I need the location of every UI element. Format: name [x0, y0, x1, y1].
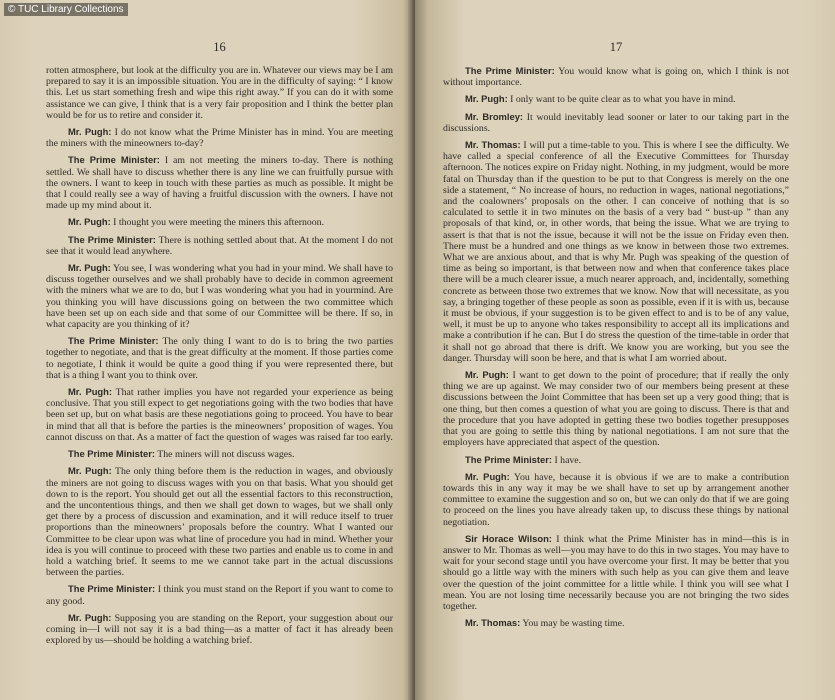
speaker-name: Mr. Pugh:: [68, 262, 111, 274]
right-page-body: [443, 65, 789, 629]
speaker-name: The Prime Minister:: [68, 448, 155, 460]
left-page-body: [46, 65, 393, 646]
paragraph: [46, 448, 393, 460]
paragraph: [443, 65, 789, 88]
paragraph-text: I think what the Prime Minister has in mind—this is in answer to Mr. Thomas as well—you may have to do this in two stages. You may have to wait for your second stage until you have overcome your first. It may be better that you should go a little way with the miners with such help as you can give them and leave over the question of the joint committee for a little while. I think you will see what I mean. You are not losing time necessarily because you are not bringing the two sides together.: [443, 533, 789, 612]
paragraph-text: rotten atmosphere, but look at the difficulty you are in. Whatever our views may be I am prepared to say it is an impossible situation. You are in the difficulty of saying: “ I know this. Let us start something fresh and wipe this right away.” If you can do it with some assistance we can give, I think that is a very fair proposition and I think the better plan would be for us to retire and consider it.: [46, 65, 393, 121]
paragraph: [443, 454, 789, 466]
speaker-name: Mr. Pugh:: [465, 470, 510, 482]
paragraph-text: I want to get down to the point of procedure; that if really the only thing we are up against. We may consider two of our members being present at these discussions between the Joint Committee that has been set up a very good thing; that is one thing, but then comes a question of what you are going to discuss. There is that and the procedure that you have adopted in getting these two bodies together presupposes that you are going to settle this thing by national negotiations. I am not sure that the employers have appreciated that aspect of the question.: [443, 370, 789, 449]
paragraph-text: You would know what is going on, which I think is not without importance.: [443, 66, 790, 89]
paragraph-text: Supposing you are standing on the Report, your suggestion about our coming in—I will not say it is a bad thing—as a matter of fact it has already been explored by us—should be holding a watching brief.: [46, 612, 393, 647]
paragraph: [443, 617, 789, 629]
right-page: [415, 0, 835, 700]
left-page: [0, 0, 415, 700]
speaker-name: The Prime Minister:: [465, 453, 552, 465]
paragraph: [46, 612, 393, 647]
speaker-name: The Prime Minister:: [68, 583, 156, 595]
right-page-number: 17: [609, 40, 623, 54]
paragraph-text: I have.: [554, 454, 582, 466]
paragraph: [46, 65, 393, 121]
paragraph-text: I only want to be quite clear as to what you have in mind.: [510, 94, 736, 106]
paragraph-text: The only thing I want to do is to bring the two parties together to negotiate, and that is the great difficulty at the moment. If those parties come to negotiate, I think it would be quite a good thing if you were represented there, but that is a thing I want you to think over.: [46, 336, 394, 381]
paragraph: [443, 111, 789, 134]
speaker-name: The Prime Minister:: [68, 335, 159, 347]
paragraph-text: I thought you were meeting the miners this afternoon.: [113, 217, 325, 229]
speaker-name: Mr. Pugh:: [68, 126, 112, 138]
paragraph-text: You may be wasting time.: [522, 618, 625, 630]
paragraph-text: It would inevitably lead sooner or later to our taking part in the discussions.: [443, 111, 789, 134]
speaker-name: The Prime Minister:: [68, 233, 156, 245]
left-page-number: 16: [213, 40, 226, 54]
paragraph: [46, 216, 393, 228]
paragraph-text: I am not meeting the miners to-day. There is nothing settled. We shall have to discuss whether there is any line we can fruitfully pursue with the owners. I want to keep in touch with these parties as much as possible. It might be that I could really see a way of having a fruitful discussion with the owners. I have not made up my mind about it.: [46, 155, 394, 212]
speaker-name: Mr. Thomas:: [465, 617, 521, 629]
paragraph-text: I will put a time-table to you. This is where I see the difficulty. We have called a special conference of all the Executive Committees for Thursday afternoon. The notices expire on Friday night. Nothing, in my judgment, would be more fatal on Thursday than if the question to be put to that Congress is merely on the one side a statement, “ No increase of hours, no reduction in wages, national negotiations,” and the coalowners’ proposals on the other. I can conceive of nothing that is so calculated to settle it in two minutes on the basis of a very bad “ bust-up ” than any proposals of that kind, or, in other words, that being the issue. What we are trying to assert is that that is not the issue, because it will not be the issue on Friday even then. There must be a hundred and one things as we know in between those two extremes. What we are anxious about, and that is why Mr. Pugh was speaking of the question of time as being so important, is that between now and when that conference takes place there will be a much clearer issue, a much nearer approach, and, incidentally, something concrete as between those two extremes that we know. Now that will necessitate, as you say, a bringing together of these people as soon as possible, even if it is with us, because it must be obvious, if your suggestion is to be given effect to and is to be of any value, well, it must be up to anyone who takes responsibility to accept all its implications and make a contribution if he can. But I do stress the question of the time-table in order that it shall not go abroad that there is drift. We know you are working, but you see the danger. Thursday will soon be here, and that is what I am worried about.: [443, 140, 789, 364]
paragraph: [46, 465, 393, 578]
paragraph-text: You have, because it is obvious if we are to make a contribution towards this in any way it may be we shall have to set up by arrangement another committee to examine the suggestion and so on, but we can only do that if we are going to proceed on the lines you have already taken up, to discuss these things by national negotiation.: [443, 471, 789, 528]
speaker-name: Mr. Pugh:: [68, 216, 111, 228]
speaker-name: Mr. Pugh:: [68, 611, 112, 623]
paragraph-text: I do not know what the Prime Minister has in mind. You are meeting the miners with the mineowners to-day?: [46, 127, 393, 150]
paragraph: [46, 583, 393, 606]
paragraph: [443, 533, 789, 612]
watermark-label: © TUC Library Collections: [4, 3, 128, 16]
speaker-name: Sir Horace Wilson:: [465, 532, 552, 544]
paragraph: [46, 154, 393, 211]
paragraph-text: The miners will not discuss wages.: [157, 449, 295, 461]
paragraph: [46, 126, 393, 149]
paragraph: [443, 369, 789, 448]
paragraph: [46, 386, 393, 443]
paragraph: [46, 234, 393, 257]
paragraph-text: There is nothing settled about that. At the moment I do not see that it would lead anywhere.: [46, 234, 394, 257]
speaker-name: The Prime Minister:: [465, 65, 555, 76]
speaker-name: Mr. Bromley:: [465, 110, 524, 122]
paragraph: [46, 262, 393, 330]
speaker-name: The Prime Minister:: [68, 154, 160, 166]
paragraph: [443, 471, 789, 528]
speaker-name: Mr. Pugh:: [465, 93, 508, 105]
paragraph-text: I think you must stand on the Report if you want to come to any good.: [46, 584, 393, 607]
paragraph: [443, 139, 789, 364]
paragraph: [443, 93, 789, 105]
speaker-name: Mr. Pugh:: [68, 465, 112, 477]
speaker-name: Mr. Pugh:: [465, 369, 509, 381]
speaker-name: Mr. Pugh:: [68, 386, 113, 398]
paragraph-text: You see, I was wondering what you had in your mind. We shall have to discuss together ourselves and we shall probably have to decide in common agreement with the miners what we are to do, but I was wondering what you had in yourmind. Are you thinking you will have discussions going on between the two committee which have been set up on each side and that some of our Committee will be there. If so, in what capacity are you thinking of it?: [46, 263, 393, 331]
paragraph: [46, 335, 393, 381]
paragraph-text: The only thing before them is the reduction in wages, and obviously the miners are not going to discuss wages with you on that basis. What you should get down to is the report. You should get out all the essential factors to this reconstruction, and the uncontentious things, and then we shall get down to wages, but we shall only get there by a process of discussion and examination, and it will reduce itself to truer proportions than the mineowners’ proposals before the country. What I wanted our Committee to be clear upon was what line of procedure you had in mind. Whether your idea is you will continue to proceed with these two parties and enable us to come in and hold a watching brief. It seems to me we cannot take part in the actual discussions between the parties.: [46, 466, 393, 579]
speaker-name: Mr. Thomas:: [465, 139, 521, 151]
paragraph-text: That rather implies you have not regarded your experience as being conclusive. That you still expect to get negotiations going with the two bodies that have been set up, but on what basis are these negotiations going to proceed. You have to bear in mind that all that is before the parties is the mineowners’ proposition of wages. You cannot discuss on that. As a matter of fact the question of wages was raised far too early.: [46, 387, 393, 443]
